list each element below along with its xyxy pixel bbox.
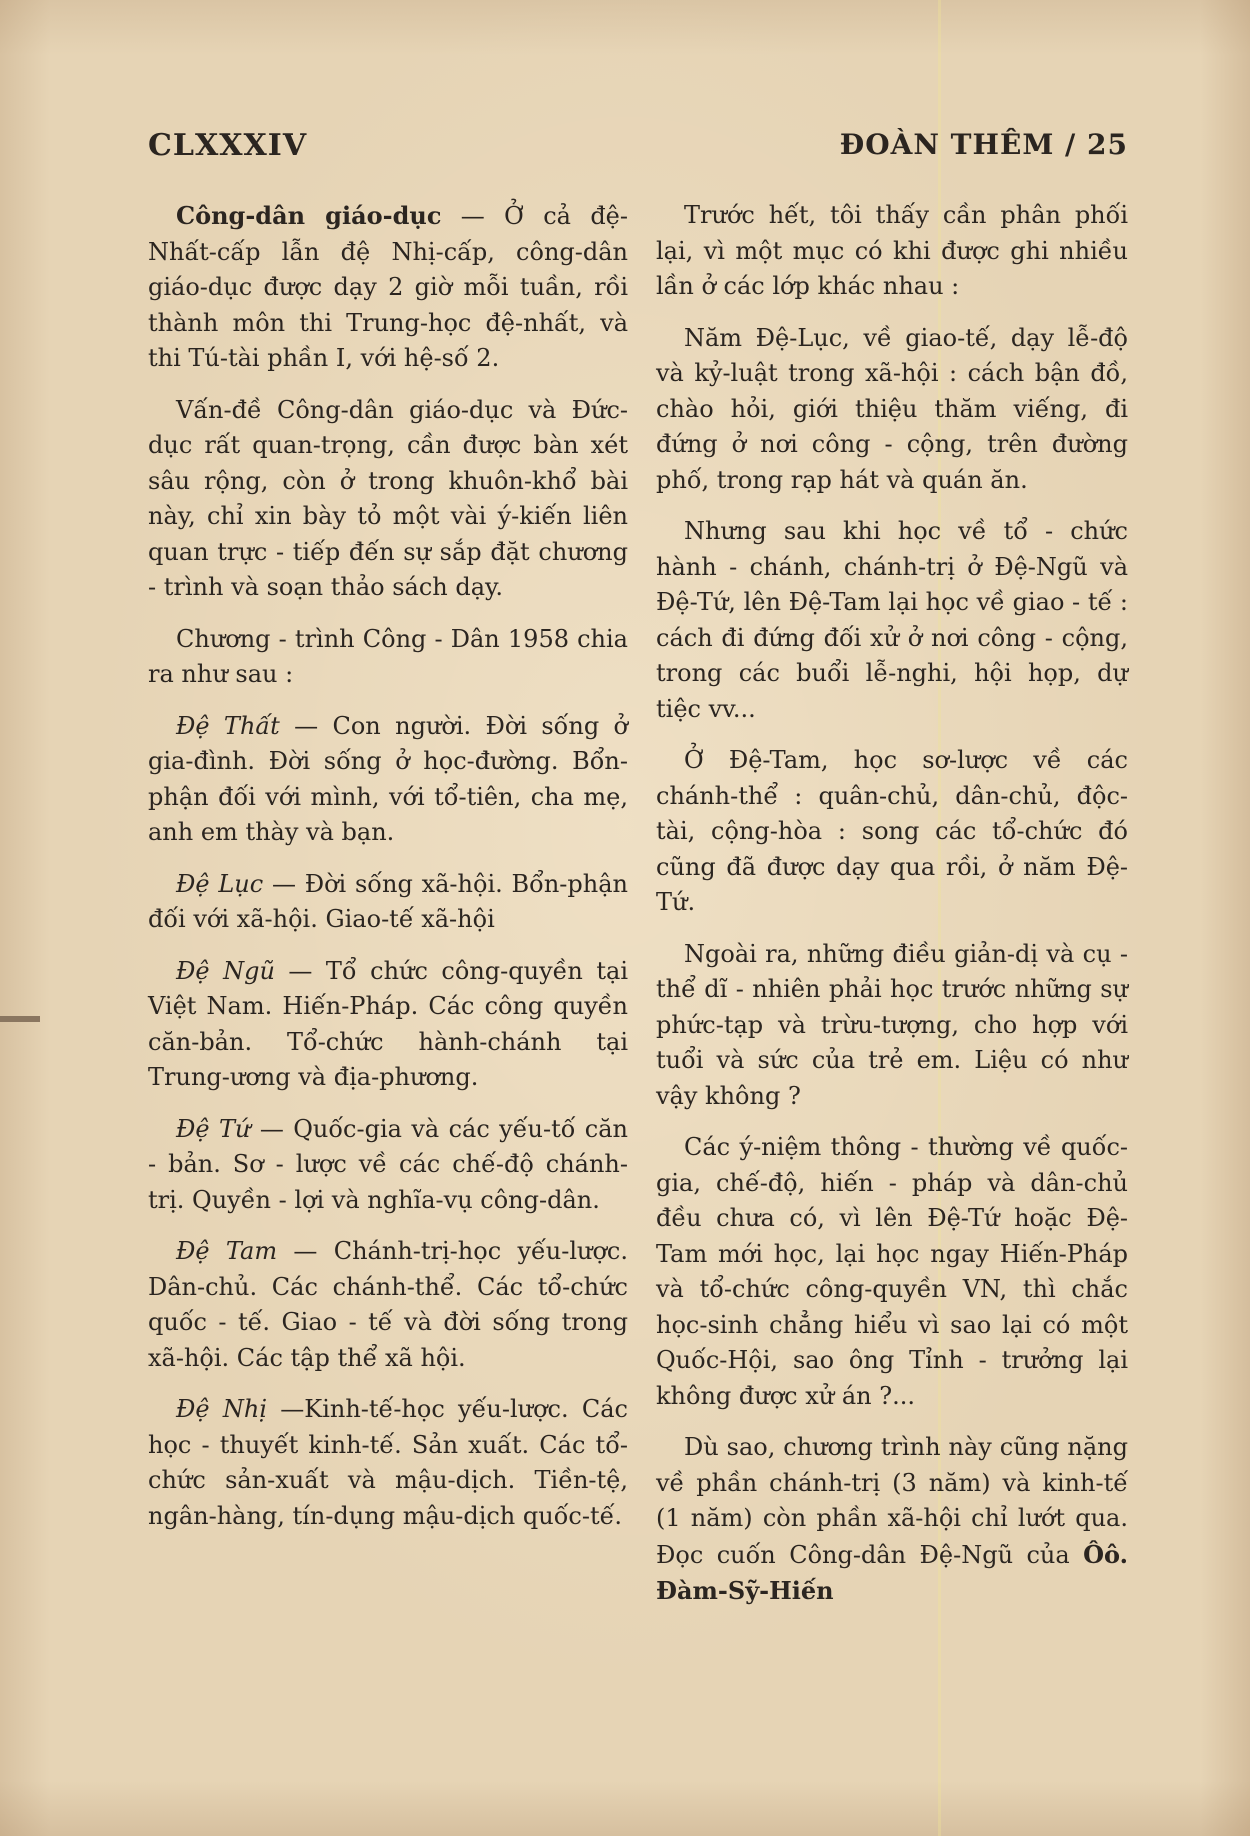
author-page-number: ĐOÀN THÊM / 25	[839, 128, 1128, 161]
paragraph: Trước hết, tôi thấy cần phân phối lại, vì một mục có khi được ghi nhiều lần ở các lớp khác nhau :	[656, 201, 1128, 300]
grade-label: Đệ Tứ	[176, 1114, 251, 1143]
lesson-text: — Đời sống xã-hội. Bổn-phận đối với xã-hội. Giao-tế xã-hội	[148, 869, 628, 933]
grade-label: Đệ Thất	[176, 711, 280, 740]
paragraph: Vấn-đề Công-dân giáo-dục và Đức-dục rất quan-trọng, cần được bàn xét sâu rộng, còn ở trong khuôn-khổ bài này, chỉ xin bày tỏ một vài ý-kiến liên quan trực - tiếp đến sự sắp đặt chương - trình và soạn thảo sách dạy.	[148, 395, 628, 601]
lesson-item	[148, 867, 628, 938]
lesson-text: — Tổ chức công-quyền tại Việt Nam. Hiến-Pháp. Các công quyền căn-bản. Tổ-chức hành-chánh tại Trung-ương và địa-phương.	[148, 956, 628, 1091]
paragraph	[656, 1430, 1128, 1610]
lesson-item	[148, 1234, 628, 1376]
lesson-text: — Con người. Đời sống ở gia-đình. Đời sống ở học-đường. Bổn-phận đối với mình, với tổ-tiên, cha mẹ, anh em thày và bạn.	[148, 711, 628, 846]
grade-label: Đệ Nhị	[176, 1395, 267, 1423]
lesson-item	[148, 709, 628, 851]
grade-label: Đệ Ngũ	[176, 956, 275, 985]
paragraph-text: — Ở cả đệ-Nhất-cấp lẫn đệ Nhị-cấp, công-dân giáo-dục được dạy 2 giờ mỗi tuần, rồi thành môn thi Trung-học đệ-nhất, và thi Tú-tài phần I, với hệ-số 2.	[148, 202, 628, 372]
left-column	[148, 198, 628, 1550]
paragraph	[148, 198, 628, 377]
paragraph-lead: Công-dân giáo-dục	[176, 201, 442, 230]
lesson-item	[148, 1392, 628, 1534]
paragraph: Ngoài ra, những điều giản-dị và cụ - thể dĩ - nhiên phải học trước những sự phức-tạp và trừu-tượng, cho hợp với tuổi và sức của trẻ em. Liệu có như vậy không ?	[656, 939, 1128, 1110]
paragraph-text: Dù sao, chương trình này cũng nặng về phần chánh-trị (3 năm) và kinh-tế (1 năm) còn phần xã-hội chỉ lướt qua. Đọc cuốn Công-dân Đệ-Ngũ của	[656, 1433, 1128, 1569]
grade-label: Đệ Lục	[176, 869, 264, 898]
lesson-text: —Kinh-tế-học yếu-lược. Các học - thuyết kinh-tế. Sản xuất. Các tổ-chức sản-xuất và mậu-dịch. Tiền-tệ, ngân-hàng, tín-dụng mậu-dịch quốc-tế.	[148, 1395, 628, 1530]
lesson-item	[148, 954, 628, 1096]
page-header	[148, 128, 1128, 168]
paragraph: Ở Đệ-Tam, học sơ-lược về các chánh-thể : quân-chủ, dân-chủ, độc-tài, cộng-hòa : song các tổ-chức đó cũng đã được dạy qua rồi, ở năm Đệ-Tứ.	[656, 746, 1128, 916]
paragraph: Chương - trình Công - Dân 1958 chia ra như sau :	[148, 624, 628, 688]
page-edge-tear	[0, 1016, 40, 1022]
lesson-text: — Quốc-gia và các yếu-tố căn - bản. Sơ - lược về các chế-độ chánh-trị. Quyền - lợi và nghĩa-vụ công-dân.	[148, 1114, 628, 1214]
right-column	[656, 198, 1128, 1626]
lesson-item	[148, 1112, 628, 1219]
paragraph: Năm Đệ-Lục, về giao-tế, dạy lễ-độ và kỷ-luật trong xã-hội : cách bận đồ, chào hỏi, giới thiệu thăm viếng, đi đứng ở nơi công - cộng, trên đường phố, trong rạp hát và quán ăn.	[656, 323, 1128, 494]
author-name: Ôô. Đàm-Sỹ-Hiến	[656, 1539, 1128, 1605]
lesson-text: — Chánh-trị-học yếu-lược. Dân-chủ. Các chánh-thể. Các tổ-chức quốc - tế. Giao - tế và đời sống trong xã-hội. Các tập thể xã hội.	[148, 1237, 628, 1372]
section-roman-numeral: CLXXXIV	[148, 128, 308, 163]
paragraph: Nhưng sau khi học về tổ - chức hành - chánh, chánh-trị ở Đệ-Ngũ và Đệ-Tứ, lên Đệ-Tam lại học về giao - tế : cách đi đứng đối xử ở nơi công - cộng, trong các buổi lễ-nghi, hội họp, dự tiệc vv...	[656, 517, 1128, 723]
paragraph: Các ý-niệm thông - thường về quốc-gia, chế-độ, hiến - pháp và dân-chủ đều chưa có, vì lên Đệ-Tứ hoặc Đệ-Tam mới học, lại học ngay Hiến-Pháp và tổ-chức công-quyền VN, thì chắc học-sinh chẳng hiểu vì sao lại có một Quốc-Hội, sao ông Tỉnh - trưởng lại không được xử án ?...	[656, 1133, 1128, 1410]
grade-label: Đệ Tam	[176, 1237, 278, 1265]
